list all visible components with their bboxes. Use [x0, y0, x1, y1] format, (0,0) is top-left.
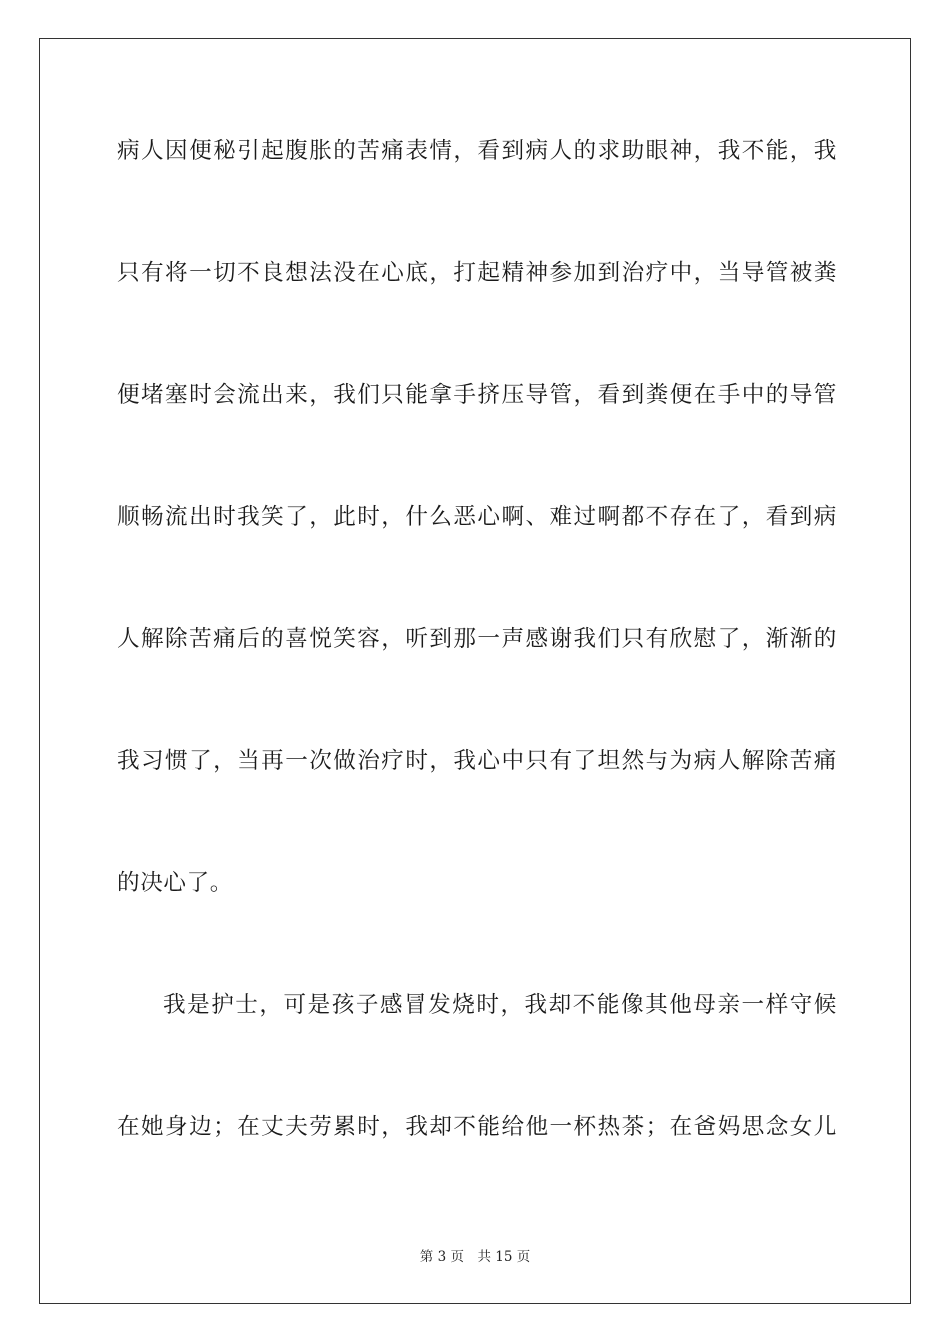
paragraph-start-line: 我是护士，可是孩子感冒发烧时，我却不能像其他母亲一样守候 — [163, 992, 837, 1018]
text-line: 人解除苦痛后的喜悦笑容，听到那一声感谢我们只有欣慰了，渐渐的 — [117, 626, 837, 652]
text-line: 在她身边；在丈夫劳累时，我却不能给他一杯热茶；在爸妈思念女儿 — [117, 1114, 837, 1140]
text-line: 便堵塞时会流出来，我们只能拿手挤压导管，看到粪便在手中的导管 — [117, 382, 837, 408]
text-line: 的决心了。 — [117, 870, 233, 896]
text-line: 病人因便秘引起腹胀的苦痛表情，看到病人的求助眼神，我不能，我 — [117, 138, 837, 164]
text-line: 我习惯了，当再一次做治疗时，我心中只有了坦然与为病人解除苦痛 — [117, 748, 837, 774]
text-line: 只有将一切不良想法没在心底，打起精神参加到治疗中，当导管被粪 — [117, 260, 837, 286]
page-number: 第 3 页 共 15 页 — [419, 1249, 531, 1265]
text-line: 顺畅流出时我笑了，此时，什么恶心啊、难过啊都不存在了，看到病 — [117, 504, 837, 530]
document-body — [117, 123, 837, 1221]
